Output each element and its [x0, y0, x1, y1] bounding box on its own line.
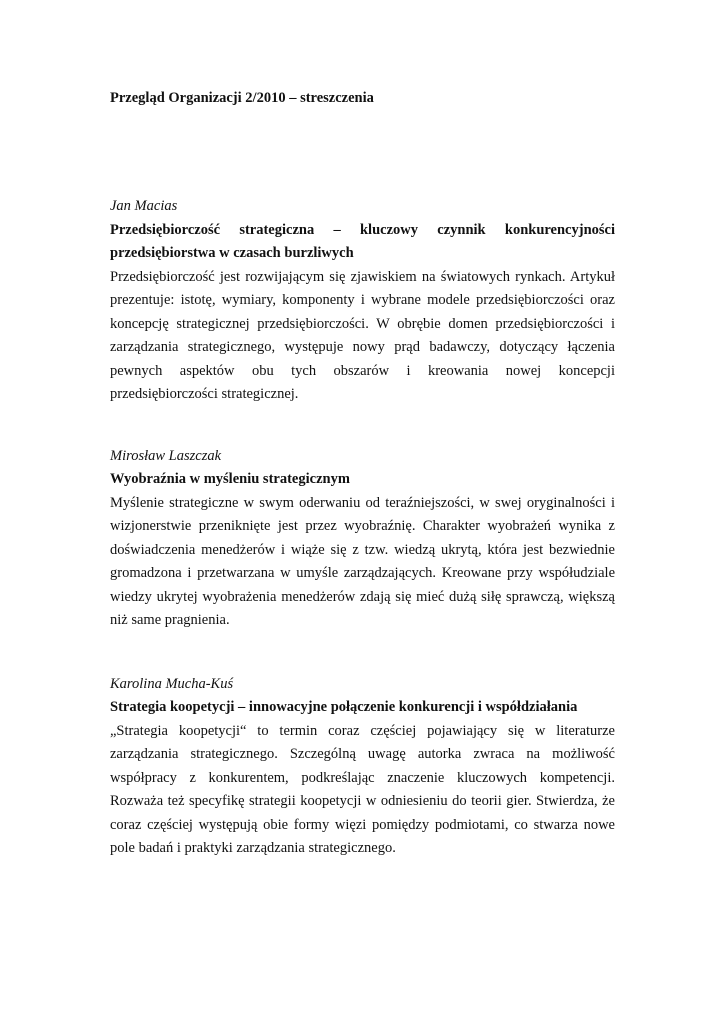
- article-author: Jan Macias: [110, 198, 178, 214]
- article-author: Karolina Mucha-Kuś: [110, 675, 234, 692]
- document-page: [110, 88, 615, 861]
- article-title: Strategia koopetycji – innowacyjne połączenie konkurencji i współdziałania: [110, 699, 578, 715]
- article-abstract: Przedsiębiorczość jest rozwijającym się zjawiskiem na światowych rynkach. Artykuł prezentuje: istotę, wymiary, komponenty i wybrane modele przedsiębiorczości oraz koncepcję strategicznej przedsiębiorczości. W obrębie domen przedsiębiorczości i zarządzania strategicznego, występuje nowy prąd badawczy, dotyczący łączenia pewnych aspektów obu tych obszarów i kreowania nowej koncepcji przedsiębiorczości strategicznej.: [110, 268, 615, 402]
- article-title: Przedsiębiorczość strategiczna – kluczowy czynnik konkurencyjności przedsiębiorstwa w czasach burzliwych: [110, 221, 615, 261]
- article-abstract: „Strategia koopetycji“ to termin coraz częściej pojawiający się w literaturze zarządzania strategicznego. Szczególną uwagę autorka zwraca na możliwość współpracy z konkurentem, podkreślając znaczenie kluczowych kompetencji. Rozważa też specyfikę strategii koopetycji w odniesieniu do teorii gier. Stwierdza, że coraz częściej występują obie formy więzi pomiędzy podmiotami, co stwarza nowe pole badań i praktyki zarządzania strategicznego.: [110, 722, 615, 856]
- article-author: Mirosław Laszczak: [110, 447, 222, 464]
- article-title: Wyobraźnia w myśleniu strategicznym: [110, 471, 350, 487]
- article-macias: [110, 195, 615, 407]
- document-title: Przegląd Organizacji 2/2010 – streszczenia: [110, 90, 374, 106]
- article-abstract: Myślenie strategiczne w swym oderwaniu od teraźniejszości, w swej oryginalności i wizjonerstwie przeniknięte jest przez wyobraźnię. Charakter wyobrażeń wynika z doświadczenia menedżerów i wiąże się z tzw. wiedzą ukrytą, która jest bezwiednie gromadzona i przetwarzana w umyśle zarządzających. Kreowane przy współudziale wiedzy ukrytej wyobrażenia menedżerów zdają się mieć dużą siłę sprawczą, większą niż same pragnienia.: [110, 494, 615, 628]
- article-mucha-kus: [110, 673, 615, 861]
- article-laszczak: [110, 445, 615, 633]
